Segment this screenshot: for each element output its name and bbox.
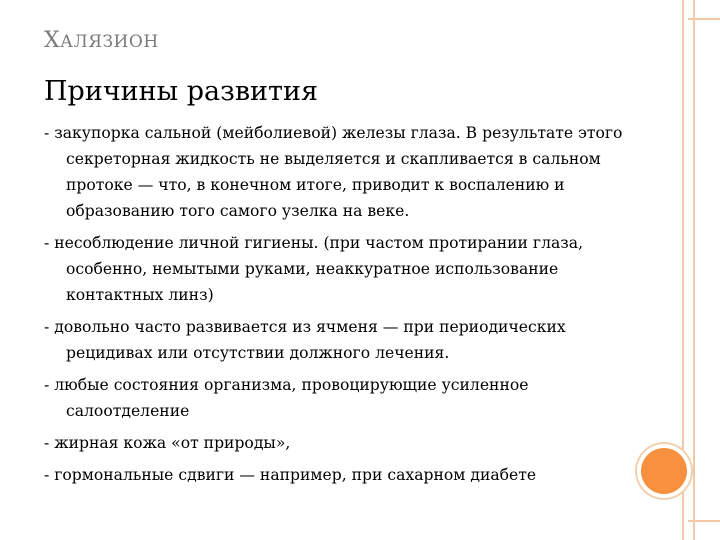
frame-line-top [688, 18, 720, 20]
list-item: - несоблюдение личной гигиены. (при частом протирании глаза, особенно, немытыми руками, неаккуратное использование контактных линз) [44, 234, 584, 304]
list-item: - закупорка сальной (мейболиевой) железы глаза. В результате этого секреторная жидкость не выделяется и скапливается в сальном протоке — что, в конечном итоге, приводит к воспалению и образованию того самого узелка на веке. [44, 124, 623, 220]
slide-title-rest: АЛЯЗИОН [60, 32, 159, 52]
list-item: - гормональные сдвиги — например, при сахарном диабете [44, 466, 537, 484]
slide-subtitle: Причины развития [44, 76, 319, 107]
frame-line-right [693, 0, 695, 540]
list-item: - любые состояния организма, провоцирующие усиленное салоотделение [44, 376, 529, 420]
decorative-circle [641, 448, 687, 494]
list-item: - довольно часто развивается из ячменя — при периодических рецидивах или отсутствии должного лечения. [44, 318, 566, 362]
slide-title [44, 28, 159, 53]
list-item: - жирная кожа «от природы», [44, 434, 291, 452]
bullet-list [44, 120, 654, 494]
frame-line-bottom [688, 520, 720, 522]
slide-title-initial: Х [44, 28, 61, 53]
